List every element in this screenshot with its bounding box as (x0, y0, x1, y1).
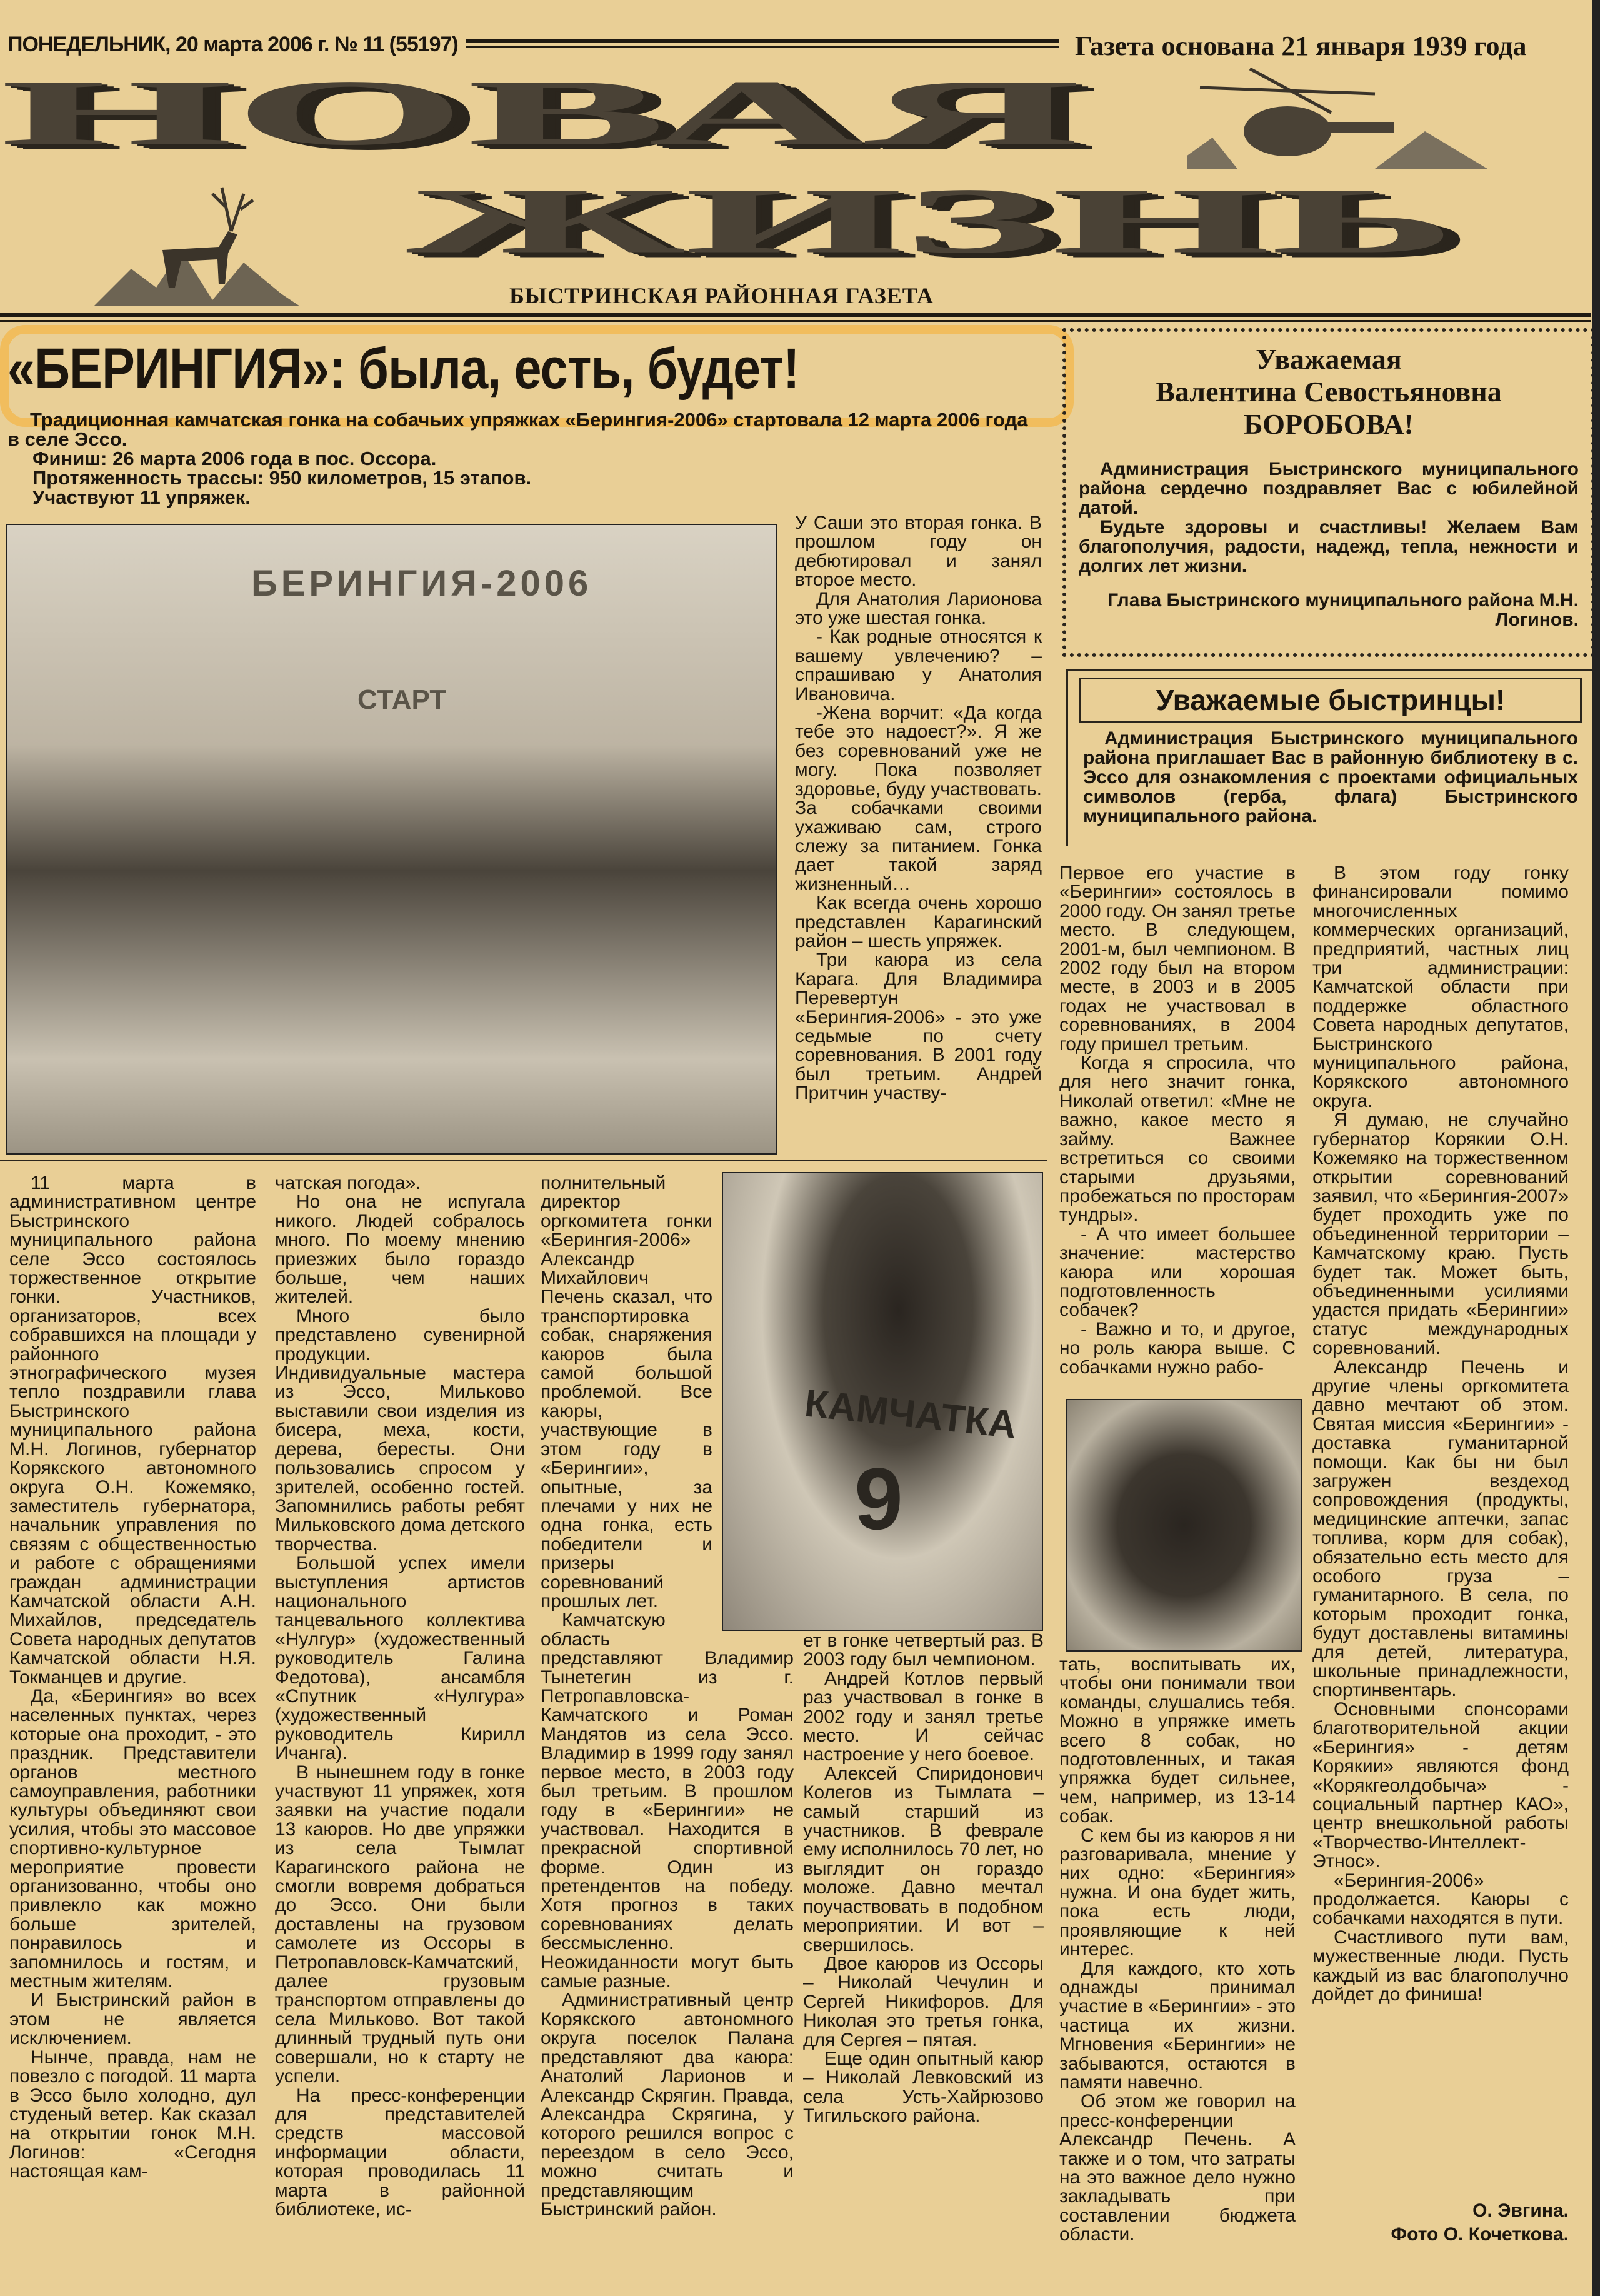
paragraph: «Берингия-2006» продолжается. Каюры с собачками находятся в пути. (1312, 1870, 1569, 1929)
article-column-1 (9, 1174, 256, 2265)
paragraph: Первое его участие в «Берингии» состоялось в 2000 году. Он занял третье место. В следующем, 2001-м, был чемпионом. В 2002 году был на втором месте, в 2003 и в 2005 годах не участвовал в соревнованиях, в 2004 году пришел третьим. (1059, 864, 1296, 1055)
paragraph: Александр Печень и другие члены оргкомитета давно мечтают об этом. Святая миссия «Берингии» - доставка гуманитарной помощи. Как бы ни был загружен вездеход сопровождения (продукты, медицинские аптечки, запас топлива, корм для собак), обязательно есть место для особого груза – гуманитарного. В села, по которым проходит гонка, будут доставлены витамины для детей, литература, школьные принадлежности, спортинвентарь. (1312, 1356, 1569, 1701)
musher-portrait-photo (722, 1172, 1043, 1631)
photo-banner-text: БЕРИНГИЯ-2006 (251, 563, 592, 604)
article-column-4 (803, 1632, 1044, 2266)
paragraph: С кем бы из каюров я ни разговаривала, мнение у них одно: «Берингия» нужна. И она будет жить, пока есть люди, проявляющие к ней интерес. (1059, 1825, 1296, 1960)
paragraph: Административный центр Корякского автономного округа поселок Палана представляют два каюра: Анатолий Ларионов и Александр Скрягин. Правда, Александра Скрягина, у которого решился вопрос с переездом в село Эссо, можно считать и представляющим Быстринский район. (541, 1990, 794, 2220)
article-column-5-bottom (1059, 1655, 1296, 2265)
issue-date-line: ПОНЕДЕЛЬНИК, 20 марта 2006 г. № 11 (55197) (8, 33, 458, 56)
paragraph: Много было представлено сувенирной продукции. Индивидуальные мастера из Эссо, Мильково выставили свои изделия из бисера, меха, кости, дерева, бересты. Они пользовались спросом у зрителей, особенно гостей. Запомнились работы ребят Мильковского дома детского творчества. (275, 1305, 525, 1555)
paragraph: И Быстринский район в этом не является исключением. (9, 1990, 256, 2049)
scan-edge (1592, 0, 1600, 2296)
paragraph: Камчатскую область представляют Владимир Тынетегин из г. Петропавловска-Камчатского и Роман Мандятов из села Эссо. Владимир в 1999 году занял первое место, в 2003 году был третьим. В прошлом году в «Берингии» не участвовал. Находится в прекрасной спортивной форме. Один из претендентов на победу. Хотя прогноз в таких соревнованиях делать бессмысленно. Неожиданности могут быть самые разные. (541, 1610, 794, 1992)
paragraph: 11 марта в административном центре Быстринского муниципального района селе Эссо состоялось торжественное открытие гонки. Участников, организаторов, всех собравшихся на площади у районного этнографического музея тепло поздравили глава Быстринского муниципального района М.Н. Логинов, губернатор Корякского автономного округа О.Н. Кожемяко, заместитель губернатора, начальник управления по связям с общественностью и работе с обращениями граждан администрации Камчатской области А.Н. Михайлов, председатель Совета народных депутатов Камчатской области Н.Я. Токманцев и другие. (9, 1174, 256, 1688)
paragraph: В этом году гонку финансировали помимо многочисленных коммерческих организаций, предприятий, частных лиц три администрации: Камчатской области при поддержке областного Совета народных депутатов, Быстринского муниципального района, Корякского автономного округа. (1312, 864, 1569, 1111)
article-lead (8, 410, 1032, 507)
paragraph: - А что имеет большее значение: мастерство каюра или хорошая подготовленность собачек? (1059, 1223, 1296, 1321)
notice-title: Уважаемые быстринцы! (1079, 678, 1582, 723)
greeting-box (1062, 328, 1595, 657)
article-column-5-top (1059, 864, 1296, 1395)
paragraph: - Как родные относятся к вашему увлечению? – спрашиваю у Анатолия Ивановича. (795, 626, 1042, 704)
greeting-salutation: Уважаемая (1256, 343, 1402, 375)
article-column-2 (275, 1174, 525, 2265)
notice-text: Администрация Быстринского муниципального района приглашает Вас в районную библиотеку в с. Эссо для ознакомления с проектами официальных символов (герба, флага) Быстринского муниципального района. (1083, 728, 1578, 826)
paragraph: Три каюра из села Карага. Для Владимира Перевертун «Берингия-2006» - это уже седьмые по счету соревнования. В 2001 году был третьим. Андрей Притчин участву- (795, 950, 1042, 1104)
paragraph: Об этом же говорил на пресс-конференции Александр Печень. А также и о том, что затраты на это важное дело нужно закладывать при составлении бюджета области. (1059, 2091, 1296, 2245)
article-headline: «БЕРИНГИЯ»: была, есть, будет! (8, 337, 799, 401)
greeting-surname: БОРОБОВА! (1244, 408, 1414, 440)
lead-line: Протяженность трассы: 950 километров, 15 этапов. (32, 467, 532, 489)
divider (0, 1160, 1047, 1161)
greeting-signature: Глава Быстринского муниципального района М.Н. Логинов. (1108, 590, 1579, 630)
paragraph: Еще один опытный каюр – Николай Левковский из села Усть-Хайрюзово Тигильского района. (803, 2048, 1044, 2127)
helicopter-icon (1188, 63, 1488, 175)
paragraph: - Важно и то, и другое, но роль каюра выше. С собачками нужно рабо- (1059, 1318, 1296, 1378)
author-signature: О. Эвгина. (1472, 2200, 1569, 2221)
lead-line: Участвуют 11 упряжек. (32, 486, 251, 508)
sled-dog-photo (1066, 1399, 1302, 1652)
reindeer-icon (94, 175, 300, 313)
photo-start-sign: СТАРТ (358, 684, 447, 715)
paragraph: чатская погода». (275, 1174, 421, 1193)
paragraph: Как всегда очень хорошо представлен Карагинский район – шесть упряжек. (795, 893, 1042, 951)
article-column-side (795, 514, 1042, 1151)
greeting-paragraph: Администрация Быстринского муниципального района сердечно поздравляет Вас с юбилейной датой. (1079, 459, 1579, 518)
paragraph: На пресс-конференции для представителей средств массовой информации области, которая проводилась 11 марта в районной библиотеке, ис- (275, 2085, 525, 2220)
paragraph: Для каждого, кто хоть однажды принимал участие в «Берингии» - это частица их жизни. Мгновения «Берингии» не забываются, остаются в памяти навечно. (1059, 1958, 1296, 2093)
notice-box (1066, 669, 1596, 846)
paragraph: Андрей Котлов первый раз участвовал в гонке в 2002 году и занял третье место. И сейчас настроение у него боевое. (803, 1668, 1044, 1765)
lead-line: Финиш: 26 марта 2006 года в пос. Оссора. (32, 448, 437, 469)
masthead-title-line1: НОВАЯ (0, 61, 1081, 164)
paragraph: Но она не испугала никого. Людей собралось много. По моему мнению приезжих было гораздо больше, чем наших жителей. (275, 1191, 525, 1308)
header-rule (466, 39, 1059, 48)
paragraph: полнительный директор оргкомитета гонки «Берингия-2006» Александр Михайлович Печень сказал, что транспортировка собак, снаряжения каюров была самой большой проблемой. Все каюры, участвующие в этом году в «Берингии», опытные, за плечами у них не одна гонка, есть победители и призеры соревнований прошлых лет. (541, 1174, 712, 1612)
paragraph: Для Анатолия Ларионова это уже шестая гонка. (795, 588, 1042, 629)
paragraph: Когда я спросила, что для него значит гонка, Николай ответил: «Мне не важно, какое место я займу. Важнее встретиться со своими старыми друзьями, пробежаться по просторам тундры». (1059, 1053, 1296, 1226)
masthead-rule (0, 313, 1591, 322)
paragraph: В нынешнем году в гонке участвуют 11 упряжек, хотя заявки на участие подали 13 каюров. Но две упряжки из села Тымлат Карагинского района не смогли вовремя добраться до Эссо. Они были доставлены на грузовом самолете из Оссоры в Петропавловск-Камчатский, далее грузовым транспортом отправлены до села Мильково. Вот такой длинный трудный путь они совершали, но к старту не успели. (275, 1762, 525, 2087)
article-column-6 (1312, 864, 1569, 2189)
paragraph: Нынче, правда, нам не повезло с погодой. 11 марта в Эссо было холодно, дул студеный ветер. Как сказал на открытии гонок М.Н. Логинов: «Сегодня настоящая кам- (9, 2047, 256, 2182)
paragraph: Двое каюров из Оссоры – Николай Чечулин и Сергей Никифоров. Для Николая это третья гонка, для Сергея – пятая. (803, 1953, 1044, 2050)
paragraph: Я думаю, не случайно губернатор Корякии О.Н. Кожемяко на торжественном открытии соревнований заявил, что «Берингия-2007» будет проходить уже по объединенной территории – Камчатскому краю. Пусть будет так. Может быть, объединенными усилиями удастся придать «Берингии» статус международных соревнований. (1312, 1110, 1569, 1359)
paragraph: У Саши это вторая гонка. В прошлом году он дебютировал и занял второе место. (795, 514, 1042, 591)
paragraph: Да, «Берингия» во всех населенных пунктах, через которые она проходит, - это праздник. Представители органов местного самоуправления, работники культуры объединяют свои усилия, чтобы это массовое спортивно-культурное мероприятие провести организованно, чтобы оно привлекло как можно больше зрителей, понравилось и запомнилось и гостям, и местным жителям. (9, 1685, 256, 1992)
paragraph: тать, воспитывать их, чтобы они понимали твои команды, слушались тебя. Можно в упряжке иметь всего 8 собак, но подготовленных, и такая упряжка будет сильнее, чем, например, из 13-14 собак. (1059, 1655, 1296, 1827)
paragraph: ет в гонке четвертый раз. В 2003 году был чемпионом. (803, 1632, 1044, 1670)
greeting-paragraph: Будьте здоровы и счастливы! Желаем Вам благополучия, радости, надежд, тепла, нежности и долгих лет жизни. (1079, 517, 1579, 576)
masthead-title-line2: ЖИЗНЬ (406, 169, 1457, 273)
bib-text: КАМЧАТКА (802, 1381, 1019, 1447)
paragraph: Счастливого пути вам, мужественные люди. Пусть каждый из вас благополучно дойдет до финиша! (1312, 1927, 1569, 2005)
greeting-name: Валентина Севостьяновна (1156, 376, 1502, 408)
paragraph: Основными спонсорами благотворительной акции «Берингия» - детям Корякии» являются фонд «Корякгеолдобыча» - социальный партнер КАО», центр внешкольной работы «Творчество-Интеллект-Этнос». (1312, 1698, 1569, 1872)
paragraph: Большой успех имели выступления артистов национального танцевального коллектива «Нулгур» (художественный руководитель Галина Федотова), ансамбля «Спутник «Нулгура» (художественный руководитель Кирилл Ичанга). (275, 1553, 525, 1764)
masthead-subtitle: БЫСТРИНСКАЯ РАЙОННАЯ ГАЗЕТА (509, 283, 934, 308)
bib-number: 9 (854, 1450, 903, 1548)
paragraph: -Жена ворчит: «Да когда тебе это надоест?». Я же без соревнований уже не могу. Пока позволяет здоровье, буду участвовать. За собачками своими ухаживаю сам, строго слежу за питанием. Гонка дает такой заряд жизненный… (795, 703, 1042, 895)
paragraph: Алексей Спиридонович Колегов из Тымлата – самый старший из участников. В феврале ему исполнилось 70 лет, но выглядит он гораздо моложе. Давно мечтал поучаствовать в подобном мероприятии. И вот – свершилось. (803, 1763, 1044, 1955)
photo-credit: Фото О. Кочеткова. (1391, 2224, 1569, 2245)
race-start-photo (6, 524, 778, 1155)
lead-line: Традиционная камчатская гонка на собачьих упряжках «Берингия-2006» стартовала 12 марта 2006 года в селе Эссо. (8, 409, 1028, 450)
founded-line: Газета основана 21 января 1939 года (1075, 31, 1527, 61)
